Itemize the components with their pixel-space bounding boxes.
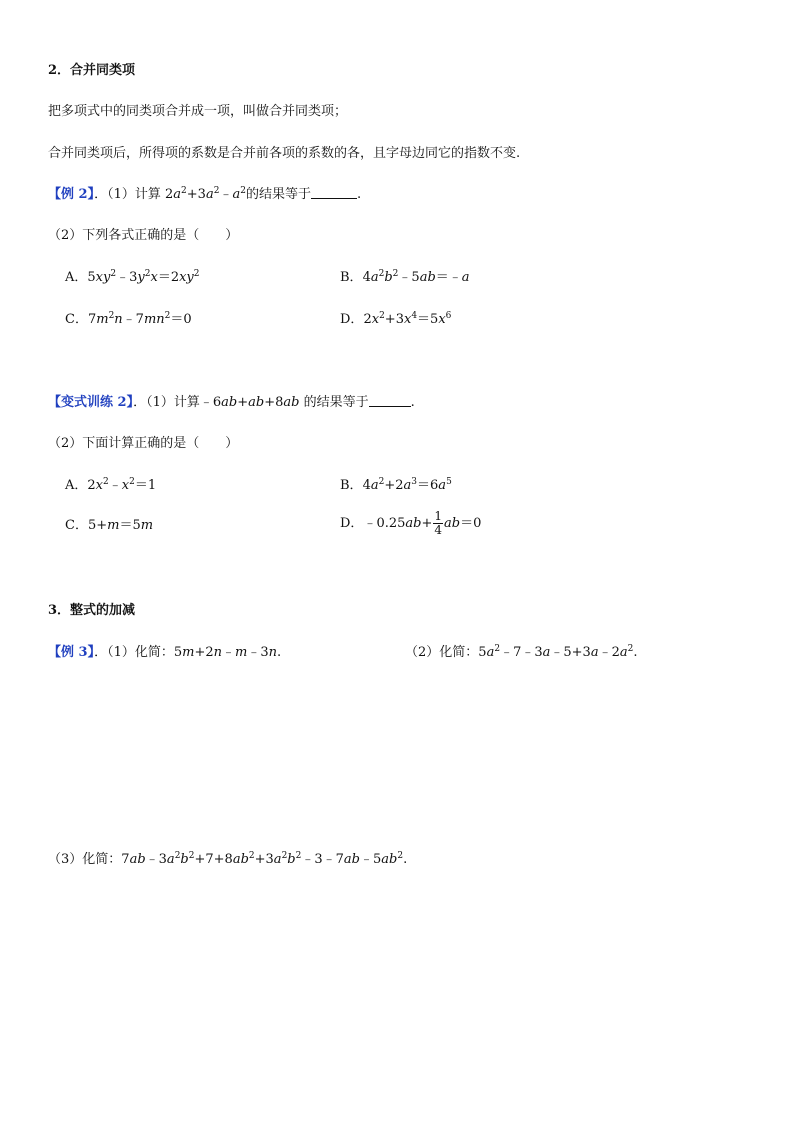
variant-2-option-c[interactable]: C．5+m＝5m bbox=[65, 518, 154, 533]
example-2-label: 【例 2】 bbox=[48, 187, 95, 202]
example-2-option-a[interactable]: A．$5xy^2﹣3y^2x=2xy^2$ bbox=[65, 269, 200, 285]
definition-paragraph: 把多项式中的同类项合并成一项，叫做合并同类项； bbox=[48, 104, 348, 119]
answer-blank[interactable] bbox=[311, 186, 357, 199]
fraction: $\frac{1}{4}$ bbox=[434, 509, 443, 537]
rule-paragraph: 合并同类项后，所得项的系数是合并前各项的系数的各，且字母边同它的指数不变. bbox=[48, 146, 521, 161]
example-3-q3: （3）化简：$7ab﹣3a^2b^2+7+8ab^2+3a^2b^2﹣3﹣7ab﹣5ab^2$. bbox=[48, 851, 408, 867]
variant-2-q2: （2）下面计算正确的是（ ） bbox=[48, 436, 239, 451]
example-2-option-c[interactable]: C．$7m^2n﹣7mn^2=0$ bbox=[65, 311, 192, 327]
section-heading-2: 2．合并同类项 bbox=[48, 63, 136, 78]
variant-2-option-d[interactable]: D．﹣0.25ab+ $\frac{1}{4}$ ab＝0 bbox=[340, 509, 482, 537]
example-2-option-b[interactable]: B．$4a^2b^2﹣5ab=﹣a$ bbox=[340, 269, 470, 285]
example-3-q1: 【例 3】．（1）化简：5m+2n﹣m﹣3n. bbox=[48, 645, 282, 660]
variant-2-option-a[interactable]: A．$2x^2﹣x^2=1$ bbox=[65, 477, 157, 493]
answer-blank[interactable] bbox=[369, 394, 411, 407]
variant-2-label: 【变式训练 2】 bbox=[48, 395, 134, 410]
example-2-q2: （2）下列各式正确的是（ ） bbox=[48, 228, 239, 243]
example-3-q2: （2）化简：$5a^2﹣7﹣3a﹣5+3a﹣2a^2$. bbox=[405, 644, 638, 660]
example-2-q1: 【例 2】．（1）计算 $2a^2+3a^2﹣a^2$的结果等于 . bbox=[48, 186, 362, 202]
variant-2-option-b[interactable]: B．$4a^2+2a^3=6a^5$ bbox=[340, 477, 452, 493]
example-3-label: 【例 3】 bbox=[48, 645, 95, 660]
example-2-option-d[interactable]: D．$2x^2+3x^4=5x^6$ bbox=[340, 311, 452, 327]
section-heading-3: 3．整式的加减 bbox=[48, 603, 136, 618]
variant-2-q1: 【变式训练 2】．（1）计算﹣6ab+ab+8ab 的结果等于 . bbox=[48, 395, 415, 410]
